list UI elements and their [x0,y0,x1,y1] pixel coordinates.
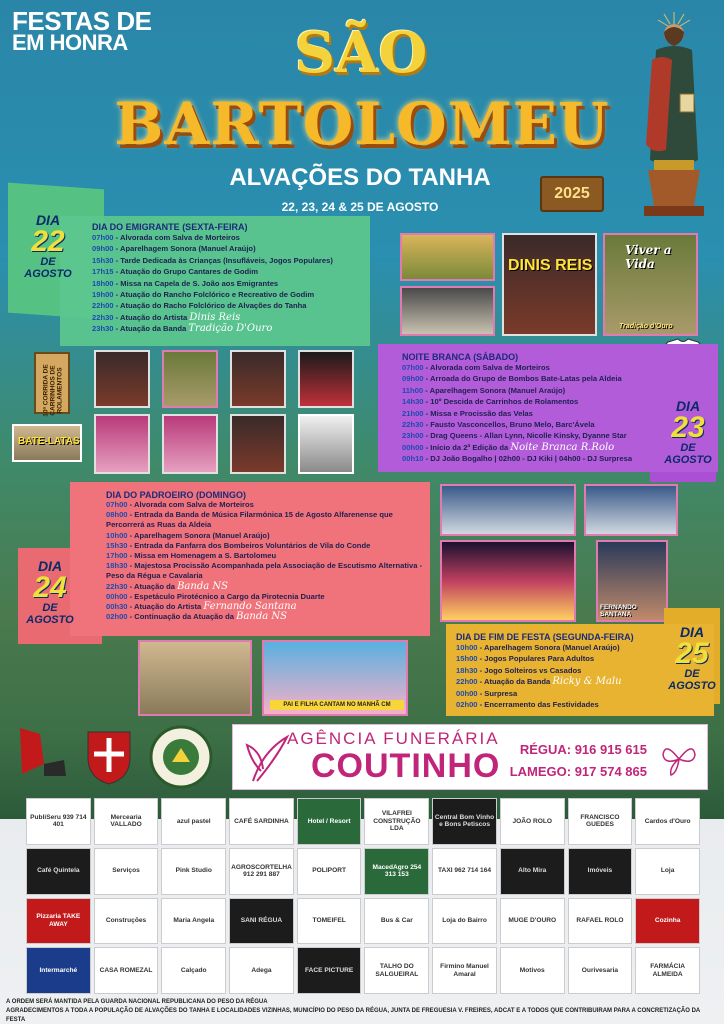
sponsor-logo: Central Bom Vinho e Bons Petiscos [432,798,497,845]
day25-list [456,642,662,710]
schedule-description: - 10º Descida de Carrinhos de Rolamentos [423,397,579,407]
schedule-time: 00h30 [106,602,128,612]
day22-de: DE [40,256,56,268]
schedule-description: - Tarde Dedicada às Crianças (Insufláveis, Jogos Populares) [113,255,333,265]
schedule-time: 21h00 [402,408,424,418]
fernando-santana-photo [596,540,668,622]
schedule-description: - Espetáculo Pirotécnico a Cargo da Pirotecnia Duarte [127,591,325,601]
day25-de: DE [684,668,700,680]
schedule-time: 09h00 [402,374,424,384]
schedule-item [92,323,372,334]
sponsor-logo: Motivos [500,947,565,994]
sponsor-logo: Firmino Manuel Amaral [432,947,497,994]
schedule-description: - Início da 2ª Edição da [423,442,511,452]
schedule-performer: Tradição D'Ouro [188,323,273,335]
day24-title: DIA DO PADROEIRO (DOMINGO) [106,490,247,500]
schedule-time: 15h30 [92,255,114,265]
schedule-time: 22h30 [92,312,114,322]
schedule-item [456,653,662,664]
schedule-item [106,582,424,592]
schedule-time: 02h00 [106,612,128,622]
sponsor-logo: Loja do Bairro [432,898,497,945]
funeraria-regua-phone: RÉGUA: 916 915 615 [519,742,647,757]
funeraria-ad [232,724,708,790]
sponsor-logo: Serviços [94,848,159,895]
day25-number: 25 [675,637,709,670]
sponsor-logo: Mercearia VALLADO [94,798,159,845]
corrida-sign: 10ª CORRIDA DE CARRINHOS DE ROLAMENTOS [34,352,70,414]
day22-month: AGOSTO [24,268,72,280]
schedule-item [92,255,372,266]
schedule-time: 10h00 [106,530,128,540]
schedule-item [402,373,658,384]
schedule-item [456,699,662,710]
schedule-time: 19h00 [92,290,114,300]
day23-month: AGOSTO [664,454,712,466]
sponsor-logo: PubliSeru 939 714 401 [26,798,91,845]
artist-photo-2 [162,350,218,408]
schedule-description: - Atuação do Racho Folclórico de Alvações do Tanha [113,301,307,311]
day23-schedule [402,352,658,465]
schedule-performer: Fernando Santana [203,601,297,613]
day22-schedule [92,222,372,335]
kids-activities-photo [400,233,495,281]
viver-a-vida-photo [603,233,698,336]
schedule-time: 22h00 [456,677,478,687]
day24-de: DE [42,602,58,614]
dinis-reis-label: DINIS REIS [508,257,593,274]
folk-group-photo [400,286,495,336]
municipality-crest-icon [80,724,138,786]
sponsor-logo: TAXI 962 714 164 [432,848,497,895]
day22-dia: DIA [35,212,61,228]
dj-photo-1 [230,414,286,474]
sponsor-logo: Café Quintela [26,848,91,895]
schedule-time: 07h00 [92,233,114,242]
footer-line-1: A ORDEM SERÁ MANTIDA PELA GUARDA NACIONAL REPUBLICANA DO PESO DA RÉGUA [6,999,268,1005]
schedule-description: - Continuação da Atuação da [127,612,237,622]
popular-games-photo [138,640,252,716]
schedule-item [106,561,424,581]
day24-month: AGOSTO [26,614,74,626]
schedule-time: 15h30 [106,540,128,550]
schedule-description: - Aparelhagem Sonora (Manuel Araújo) [113,244,256,254]
schedule-description: - Jogo Solteiros vs Casados [477,665,582,675]
saint-statue-icon [634,10,708,220]
sponsor-logo: FRANCISCO GUEDES [568,798,633,845]
sponsor-logo: POLIPORT [297,848,362,895]
schedule-description: - Atuação do Artista [113,312,190,322]
schedule-description: - Atuação do Artista [127,602,204,612]
schedule-description: - Missa em Homenagem a S. Bartolomeu [127,551,277,561]
schedule-item [106,531,424,541]
viver-a-vida-label: Viver a Vida [625,243,672,271]
sponsor-logo: TALHO DO SALGUEIRAL [364,947,429,994]
schedule-item [402,396,658,407]
festas-line-1: FESTAS DE [12,6,152,36]
day22-list [92,232,372,335]
sponsor-logo: azul pastel [161,798,226,845]
schedule-item [402,385,658,396]
drag-queen-photo-2 [162,414,218,474]
day24-dia: DIA [37,558,63,574]
schedule-time: 11h00 [402,385,424,395]
day22-number: 22 [31,225,65,258]
sponsor-logo: AGROSCORTELHA 912 291 887 [229,848,294,895]
schedule-time: 22h00 [92,301,114,311]
schedule-description: - Alvorada com Salva de Morteiros [113,233,240,242]
schedule-description: - Atuação do Rancho Folclórico e Recreativo de Godim [113,290,315,300]
day25-badge [664,624,720,692]
firefighters-band-photo [584,484,678,536]
schedule-time: 10h00 [456,643,478,652]
sponsor-logo: TOMEIFEL [297,898,362,945]
parish-seal-icon [148,724,214,790]
day22-title: DIA DO EMIGRANTE (SEXTA-FEIRA) [92,222,248,232]
sponsor-logo: Pink Studio [161,848,226,895]
schedule-time: 17h00 [106,551,128,561]
funeraria-lamego-phone: LAMEGO: 917 574 865 [509,764,647,779]
schedule-item [402,442,658,453]
year-sign: 2025 [540,176,604,212]
schedule-time: 14h30 [402,397,424,407]
sponsor-logo: CAFÉ SARDINHA [229,798,294,845]
schedule-performer: Noite Branca R.Rolo [510,441,615,453]
dj-photo-2 [298,414,354,474]
schedule-time: 08h00 [106,510,128,520]
schedule-item [106,612,424,622]
schedule-description: - Aparelhagem Sonora (Manuel Araújo) [477,643,620,652]
drag-queen-photo-1 [94,414,150,474]
funeraria-contacts [510,739,647,783]
schedule-item [456,642,662,653]
sponsor-logo: FARMÁCIA ALMEIDA [635,947,700,994]
tradicao-label: Tradição d'Ouro [619,323,673,330]
schedule-description: - Surpresa [477,688,518,698]
sponsor-logo: CASA ROMEZAL [94,947,159,994]
day25-schedule [456,632,662,710]
artist-photo-4 [298,350,354,408]
day23-dia: DIA [675,398,701,414]
footer [6,998,718,1024]
schedule-description: - Entrada da Banda de Música Filarmónica 15 de Agosto Alfarenense que Percorrerá as Ruas da Aldeia [106,510,393,530]
sponsor-logo: Ourivesaria [568,947,633,994]
sponsor-logo: Maria Angela [161,898,226,945]
festas-line-2: EM HONRA [12,30,128,55]
festival-dates: 22, 23, 24 & 25 DE AGOSTO [281,200,439,214]
butterfly-icon [659,737,699,779]
schedule-time: 18h00 [92,278,114,288]
schedule-time: 02h00 [456,700,478,710]
schedule-item [92,300,372,311]
schedule-description: - Entrada da Fanfarra dos Bombeiros Voluntários de Vila do Conde [127,540,371,550]
schedule-description: - Fausto Vasconcellos, Bruno Melo, Barc'Ávela [423,420,595,430]
schedule-description: - Atuação do Grupo Cantares de Godim [113,267,258,277]
sponsor-logo: JOÃO ROLO [500,798,565,845]
schedule-item [402,430,658,441]
schedule-item [92,278,372,289]
day25-month: AGOSTO [668,680,716,692]
schedule-time: 00h00 [106,591,128,601]
schedule-time: 00h00 [456,688,478,698]
day23-de: DE [680,442,696,454]
sponsor-logo: Hotel / Resort [297,798,362,845]
schedule-performer: Ricky & Malu [552,676,622,688]
adcat-logo-icon [14,724,70,780]
schedule-time: 23h30 [92,324,114,334]
schedule-item [402,362,658,373]
schedule-description: - Atuação da Banda [113,324,189,334]
locality-title: ALVAÇÕES DO TANHA [229,164,491,191]
schedule-time: 15h00 [456,654,478,664]
schedule-description: - Atuação da [127,581,178,591]
schedule-item [456,688,662,699]
schedule-time: 09h00 [92,244,114,254]
schedule-time: 22h30 [106,581,128,591]
schedule-description: - Atuação da Banda [477,677,553,687]
tv-show-photo [262,640,408,716]
sponsor-logo: Intermarché [26,947,91,994]
schedule-time: 00h00 [402,442,424,452]
schedule-item [92,312,372,323]
dinis-reis-photo [502,233,597,336]
philharmonic-band-photo [440,484,576,536]
day23-number: 23 [671,411,705,444]
schedule-time: 17h15 [92,267,114,277]
sponsor-logo: Construções [94,898,159,945]
tv-caption: PAI E FILHA CANTAM NO MANHÃ CM [270,700,404,710]
schedule-description: - Drag Queens - Allan Lynn, Nicolle Kinsky, Dyanne Star [423,431,627,441]
schedule-description: - Encerramento das Festividades [477,700,599,710]
day24-badge [22,558,78,626]
schedule-time: 18h30 [106,561,128,571]
schedule-time: 00h10 [402,454,424,464]
header-festas [12,6,152,55]
day24-schedule [106,490,424,622]
sponsor-logo: Calçado [161,947,226,994]
banda-ns-photo [440,540,576,622]
sponsor-logo: Alto Mira [500,848,565,895]
sponsor-logo: Bus & Car [364,898,429,945]
day23-title: NOITE BRANCA (SÁBADO) [402,352,519,362]
schedule-time: 22h30 [402,420,424,430]
sponsor-logo: Cardos d'Ouro [635,798,700,845]
sponsor-logo: Pizzaria TAKE AWAY [26,898,91,945]
schedule-item [92,266,372,277]
fernando-santana-label: FERNANDO SANTANA [600,604,637,618]
day25-title: DIA DE FIM DE FESTA (SEGUNDA-FEIRA) [456,632,634,642]
artist-photo-3 [230,350,286,408]
schedule-description: - Jogos Populares Para Adultos [477,654,595,664]
schedule-item [402,419,658,430]
schedule-item [92,243,372,254]
schedule-item [106,551,424,561]
schedule-performer: Banda NS [177,580,228,592]
day24-list [106,500,424,622]
sponsor-logo: VILAFREI CONSTRUÇÃO LDA [364,798,429,845]
schedule-time: 23h00 [402,431,424,441]
schedule-performer: Banda NS [236,611,288,623]
sponsor-logo: Loja [635,848,700,895]
funeraria-agency: AGÊNCIA FUNERÁRIA [287,729,500,748]
schedule-time: 07h00 [106,500,128,509]
schedule-item [456,665,662,676]
schedule-description: - Missa e Procissão das Velas [423,408,533,418]
sponsor-logo: Cozinha [635,898,700,945]
day24-number: 24 [33,571,67,604]
schedule-item [92,289,372,300]
schedule-description: - Alvorada com Salva de Morteiros [423,363,550,372]
sponsor-logo: Adega [229,947,294,994]
bate-latas-label: BATE-LATAS [18,436,80,447]
day23-badge [660,398,716,466]
schedule-description: - DJ João Bogalho | 02h00 - DJ Kiki | 04h00 - DJ Surpresa [423,454,633,464]
schedule-description: - Arroada do Grupo de Bombos Bate-Latas pela Aldeia [423,374,622,384]
schedule-item [106,510,424,530]
sponsor-logo: SANI RÉGUA [229,898,294,945]
sponsor-logo: FACE PICTURE [297,947,362,994]
schedule-item [106,541,424,551]
bate-latas-logo [12,424,82,462]
title-bartolomeu: BARTOLOMEU [114,90,610,158]
schedule-item [402,453,658,464]
funeraria-name: COUTINHO [311,747,501,785]
sponsors-grid [26,798,700,994]
schedule-description: - Alvorada com Salva de Morteiros [127,500,254,509]
schedule-item [106,500,424,510]
schedule-performer: Dinis Reis [189,311,241,323]
sponsor-logo: RAFAEL ROLO [568,898,633,945]
sponsor-logo: Imóveis [568,848,633,895]
sponsor-logo: MacedAgro 254 313 153 [364,848,429,895]
schedule-description: - Aparelhagem Sonora (Manuel Araújo) [127,530,270,540]
schedule-description: - Missa na Capela de S. João aos Emigrantes [113,278,279,288]
schedule-description: - Aparelhagem Sonora (Manuel Araújo) [423,385,566,395]
title-sao: SÃO [294,20,428,86]
day25-dia: DIA [679,624,705,640]
schedule-item [92,232,372,243]
schedule-time: 07h00 [402,363,424,372]
schedule-item [456,676,662,687]
footer-line-2: AGRADECIMENTOS A TODA A POPULAÇÃO DE ALVAÇÕES DO TANHA E LOCALIDADES VIZINHAS, MUNICÍPIO DO PESO DA RÉGUA, JUNTA DE FREGUESIA V. FREIRES, ADCAT E A TODOS QUE CONTRIBUIRAM PARA A CONCRETIZAÇÃO DA FESTA [6,1008,701,1023]
sponsor-logo: MUGE D'OURO [500,898,565,945]
flower-icon [243,731,293,785]
schedule-item [402,408,658,419]
schedule-description: - Majestosa Procissão Acompanhada pela Associação de Escutismo Alternativa - Peso da Régua e Cavalaria [106,561,423,581]
schedule-time: 18h30 [456,665,478,675]
artist-photo-1 [94,350,150,408]
day23-list [402,362,658,465]
day22-badge [20,212,76,280]
